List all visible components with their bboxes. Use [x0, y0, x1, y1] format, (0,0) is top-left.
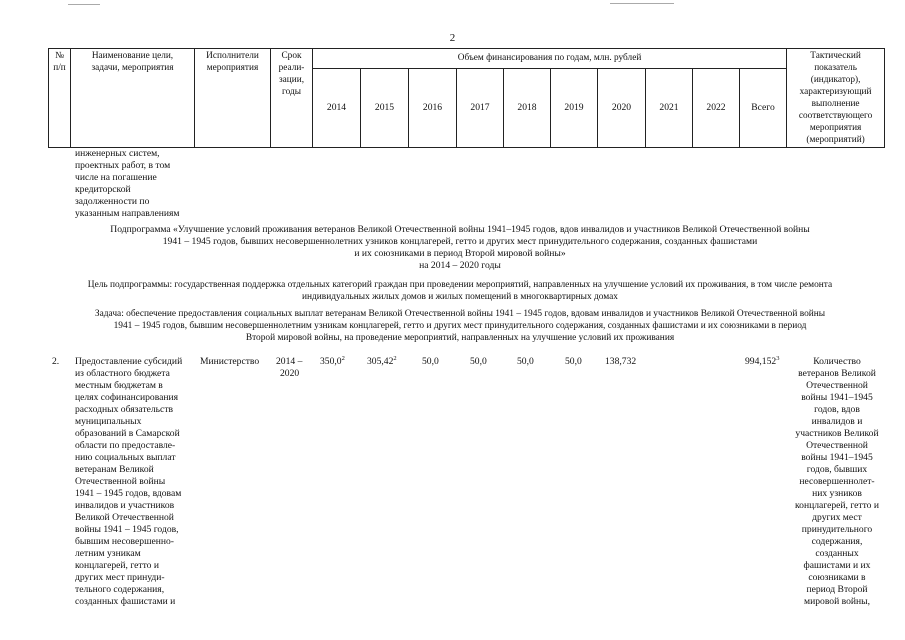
text-line: фашистами и их — [803, 560, 871, 571]
subprogram-task — [40, 308, 880, 344]
text-line: ветеранов Великой — [798, 368, 876, 379]
text-line: союзниками в — [808, 572, 866, 583]
text-line: Цель подпрограммы: государственная поддержка отдельных категорий граждан при проведении мероприятий, направленных на улучшение условий их проживания, в том числе ремонта — [87, 280, 833, 290]
row-name — [75, 356, 201, 608]
text-line: индивидуальных жилых домов и жилых помещений в многоквартирных домах — [301, 292, 618, 302]
text-line: области по предоставле- — [75, 440, 176, 451]
header-year: 2017 — [457, 69, 504, 148]
text-line: 1941 – 1945 годов, вдовам — [75, 488, 182, 499]
value-2014 — [320, 356, 345, 368]
value-2019: 50,0 — [565, 356, 582, 367]
text-line: войны 1941 – 1945 годов, — [75, 524, 179, 535]
page-number: 2 — [449, 32, 456, 44]
text-line: Отечественной войны — [75, 476, 166, 487]
text-line: инвалидов и участников — [75, 500, 175, 511]
header-year: 2016 — [409, 69, 457, 148]
text-line: на 2014 – 2020 годы — [419, 260, 501, 271]
text-line: 2020 — [280, 368, 300, 379]
text-line: Отечественной — [806, 440, 868, 451]
text-line: концлагерей, гетто и — [795, 500, 879, 511]
text-line: расходных обязательств — [75, 404, 174, 415]
text-line: нию социальных выплат — [75, 452, 176, 463]
text-line: 1941 – 1945 годов, бывшим несовершеннолетним узникам концлагерей, гетто и других мест принудительного содержания, созданных фашистами и их союзниками в период — [113, 321, 807, 331]
scan-mark-right — [610, 3, 674, 4]
header-year: 2019 — [551, 69, 598, 148]
text-line: проектных работ, в том — [75, 160, 171, 171]
text-line: Задача: обеспечение предоставления социальных выплат ветеранам Великой Отечественной войны 1941 – 1945 годов, вдовам инвалидов и участников Великой Отечественной войны — [94, 309, 826, 319]
text-line: концлагерей, гетто и — [75, 560, 159, 571]
value-2015 — [367, 356, 397, 368]
row-indicator — [786, 356, 888, 608]
text-line: бывшим несовершенно- — [75, 536, 174, 547]
text-line: задолженности по — [75, 196, 150, 207]
value-text: 350,0 — [320, 356, 342, 367]
subprogram-goal — [40, 279, 880, 303]
text-line: созданных — [815, 548, 859, 559]
header-term: Срок реали- зации, годы — [271, 49, 313, 148]
value-text: 305,42 — [367, 356, 394, 367]
text-line: кредиторской — [75, 184, 131, 195]
text-line: созданных фашистами и — [75, 596, 176, 607]
text-line: образований в Самарской — [75, 428, 180, 439]
header-no: № п/п — [49, 49, 71, 148]
value-text: 994,152 — [745, 356, 777, 367]
text-line: годов, вдов — [814, 404, 860, 415]
text-line: местным бюджетам в — [75, 380, 163, 391]
scan-mark-left — [68, 4, 100, 5]
text-line: указанным направлениям — [75, 208, 180, 219]
row-executor: Министерство — [200, 356, 260, 367]
text-line: период Второй — [806, 584, 868, 595]
text-line: и их союзниками в период Второй мировой войны» — [354, 248, 566, 259]
text-line: из областного бюджета — [75, 368, 170, 379]
header-name: Наименование цели, задачи, мероприятия — [71, 49, 195, 148]
row-term — [276, 356, 302, 380]
text-line: летним узникам — [75, 548, 141, 559]
text-line: содержания, — [811, 536, 863, 547]
header-year: 2021 — [646, 69, 693, 148]
header-year: 2014 — [313, 69, 361, 148]
value-2018: 50,0 — [517, 356, 534, 367]
text-line: других мест принуди- — [75, 572, 165, 583]
text-line: принудительного — [801, 524, 873, 535]
text-line: войны 1941–1945 — [801, 392, 873, 403]
text-line: тельного содержания, — [75, 584, 165, 595]
text-line: мировой войны, — [804, 596, 870, 607]
value-2020: 138,732 — [605, 356, 637, 367]
text-line: других мест — [812, 512, 862, 523]
header-year-total: Всего — [740, 69, 787, 148]
text-line: 1941 – 1945 годов, бывших несовершеннолетних узников концлагерей, гетто и других мест принудительного содержания, созданных фашистами — [162, 236, 758, 247]
header-executors: Исполнители мероприятия — [195, 49, 271, 148]
header-funding: Объем финансирования по годам, млн. рублей — [313, 49, 787, 69]
text-line: 2014 – — [276, 356, 303, 367]
value-total — [745, 356, 779, 368]
header-year: 2022 — [693, 69, 740, 148]
value-2016: 50,0 — [422, 356, 439, 367]
text-line: числе на погашение — [75, 172, 157, 183]
text-line: них узников — [812, 488, 862, 499]
text-line: инвалидов и — [811, 416, 863, 427]
footnote-ref: 3 — [776, 354, 780, 362]
row-number: 2. — [52, 356, 60, 367]
text-line: Предоставление субсидий — [75, 356, 183, 367]
header-year: 2018 — [504, 69, 551, 148]
text-line: ветеранам Великой — [75, 464, 154, 475]
text-line: муниципальных — [75, 416, 142, 427]
text-line: годов, бывших — [806, 464, 868, 475]
text-line: Подпрограмма «Улучшение условий проживания ветеранов Великой Отечественной войны 1941–1945 годов, вдов инвалидов и участников Великой Отечественной войны — [110, 224, 810, 235]
text-line: целях софинансирования — [75, 392, 179, 403]
text-line: несовершеннолет- — [799, 476, 875, 487]
footnote-ref: 2 — [393, 354, 397, 362]
header-table — [48, 48, 885, 148]
text-line: участников Великой — [795, 428, 879, 439]
text-line: Количество — [813, 356, 861, 367]
header-year: 2020 — [598, 69, 646, 148]
header-indicator: Тактический показатель (индикатор), характеризующий выполнение соответствующего мероприятия (мероприятий) — [787, 49, 885, 148]
continuation-text — [75, 148, 205, 220]
text-line: Великой Отечественной — [75, 512, 174, 523]
subprogram-title — [40, 224, 880, 272]
footnote-ref: 2 — [341, 354, 345, 362]
header-year: 2015 — [361, 69, 409, 148]
text-line: войны 1941–1945 — [801, 452, 873, 463]
text-line: Второй мировой войны, на проведение мероприятий, направленных на улучшение условий их проживания — [245, 333, 675, 343]
value-2017: 50,0 — [470, 356, 487, 367]
text-line: Отечественной — [806, 380, 868, 391]
text-line: инженерных систем, — [75, 148, 160, 159]
